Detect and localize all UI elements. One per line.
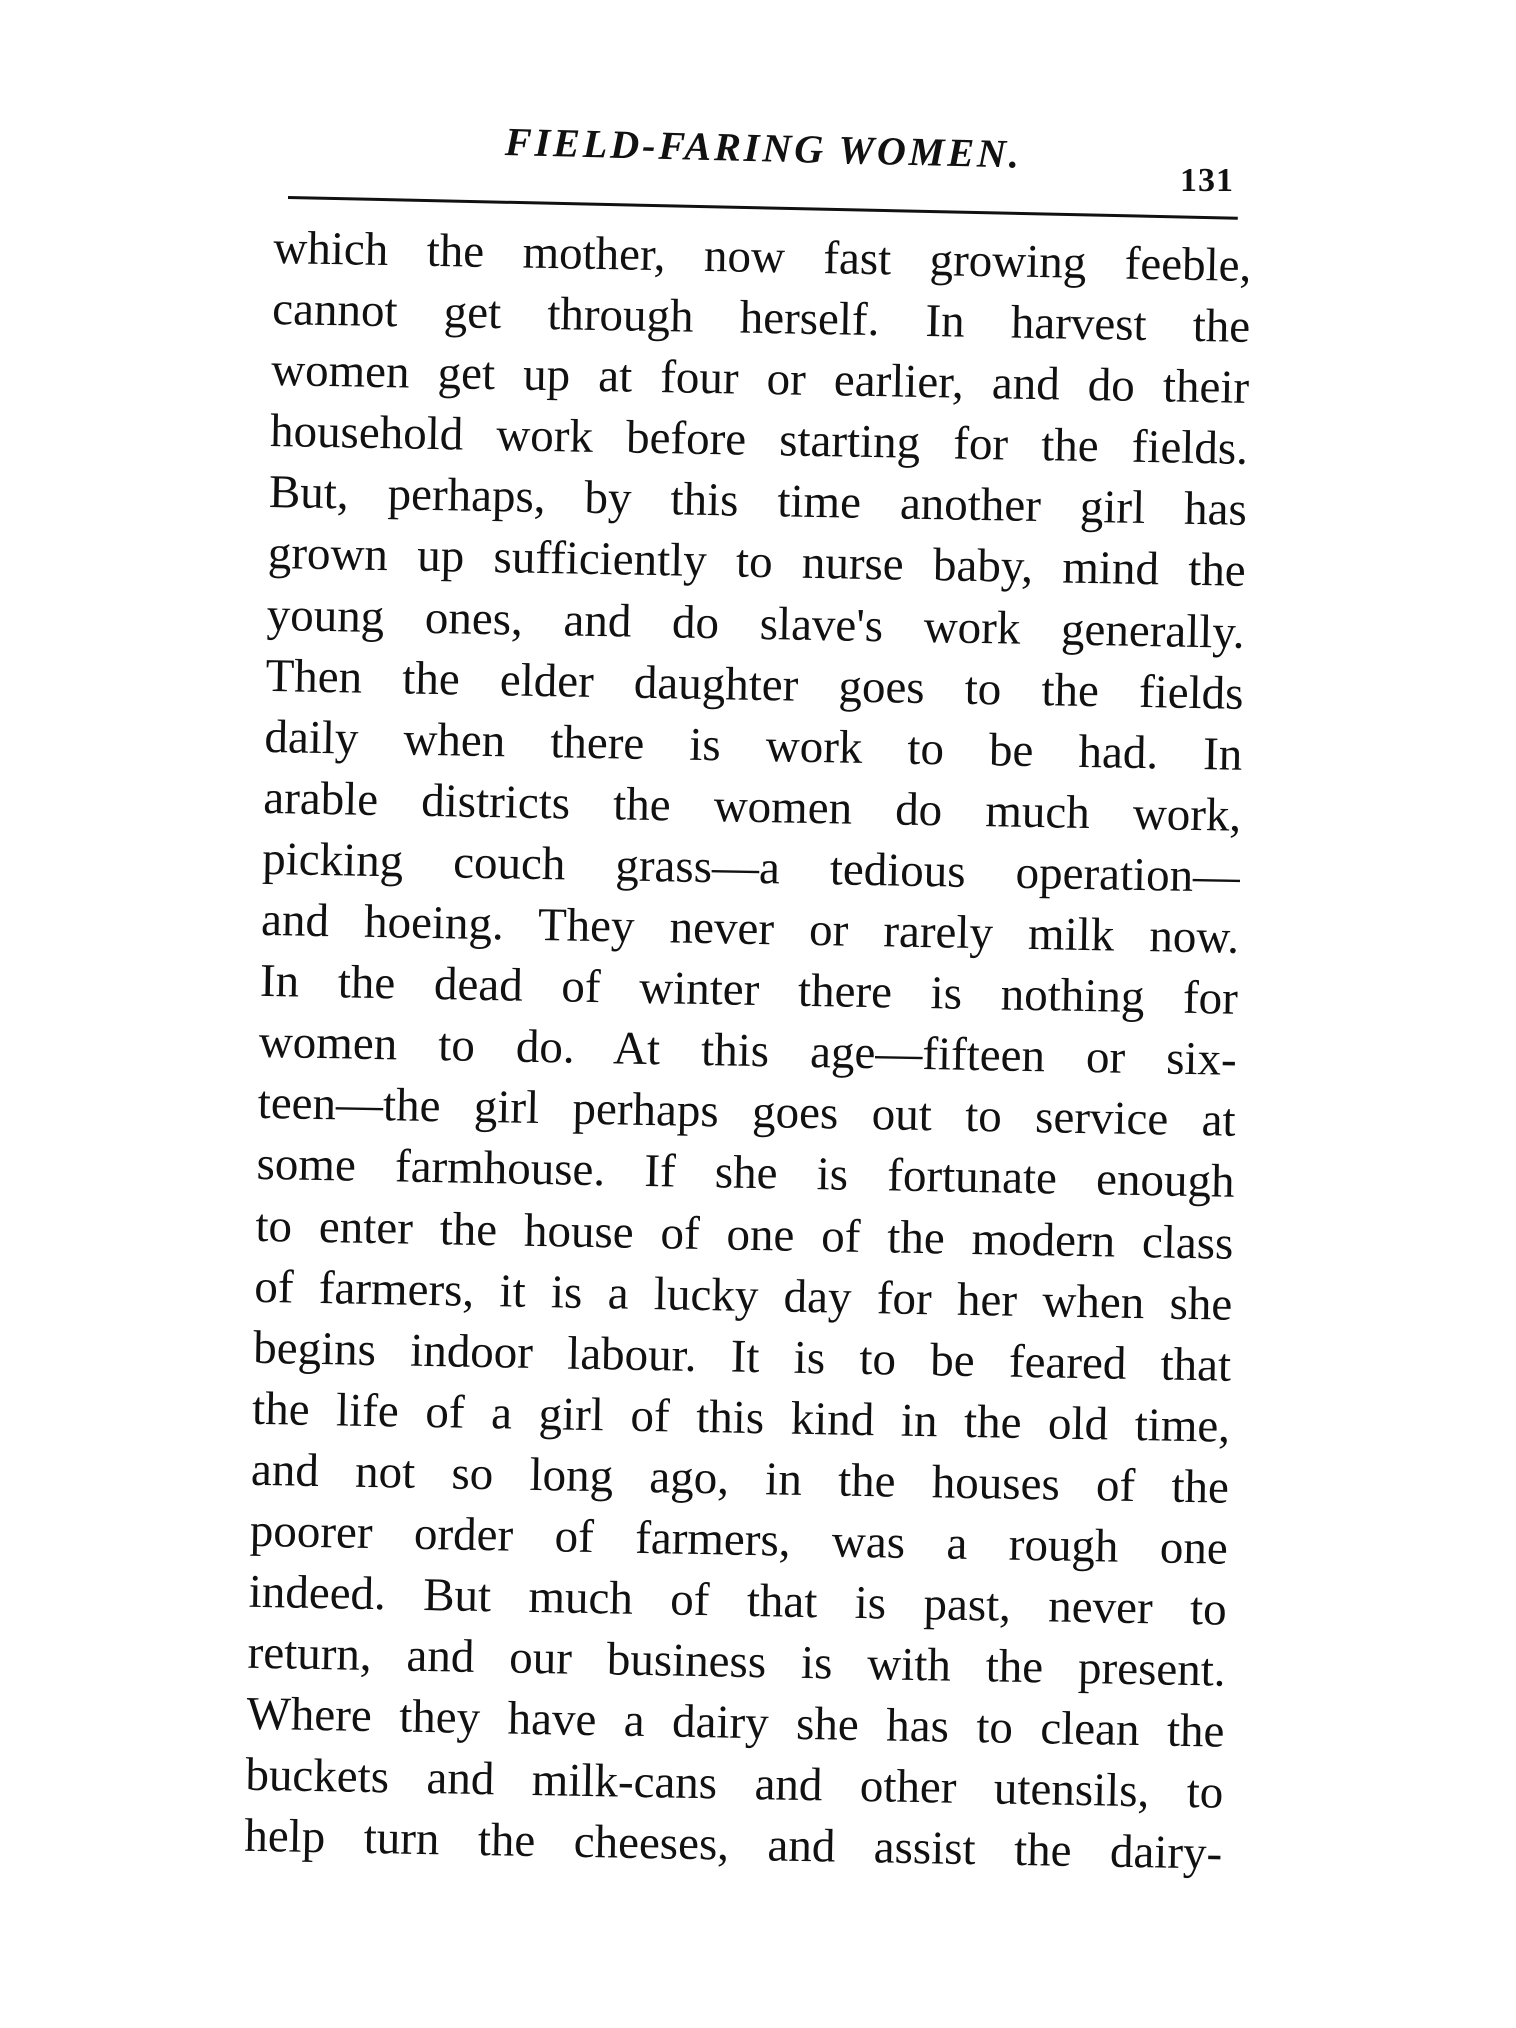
- text-line: and not so long ago, in the houses of the: [250, 1443, 1230, 1514]
- text-line: of farmers, it is a lucky day for her when she: [253, 1260, 1233, 1331]
- text-line: which the mother, now fast growing feeble,: [272, 221, 1252, 292]
- text-line: young ones, and do slave's work generally.: [266, 588, 1246, 659]
- text-line: arable districts the women do much work,: [262, 771, 1242, 842]
- text-line: buckets and milk-cans and other utensils, to: [244, 1749, 1224, 1819]
- text-line: begins indoor labour. It is to be feared that: [252, 1321, 1232, 1392]
- text-line: women to do. At this age—fifteen or six-: [258, 1016, 1238, 1086]
- text-line: teen—the girl perhaps goes out to service at: [257, 1077, 1237, 1148]
- text-line: cannot get through herself. In harvest the: [271, 283, 1251, 353]
- text-line: and hoeing. They never or rarely milk now.: [260, 893, 1240, 964]
- text-line: help turn the cheeses, and assist the dairy-: [243, 1810, 1223, 1881]
- text-line: In the dead of winter there is nothing for: [259, 955, 1239, 1025]
- text-line: Then the elder daughter goes to the fields: [265, 649, 1244, 720]
- running-title: FIELD-FARING WOMEN.: [504, 119, 1023, 177]
- header-rule: [288, 196, 1238, 220]
- text-line: household work before starting for the fields.: [269, 405, 1249, 476]
- text-line: to enter the house of one of the modern class: [255, 1199, 1234, 1270]
- text-line: women get up at four or earlier, and do their: [270, 344, 1250, 415]
- text-line: daily when there is work to be had. In: [264, 710, 1243, 781]
- text-line: indeed. But much of that is past, never to: [248, 1565, 1228, 1636]
- text-line: some farmhouse. If she is fortunate enough: [256, 1138, 1235, 1209]
- body-text: [244, 218, 1252, 1885]
- text-line: the life of a girl of this kind in the old time,: [251, 1382, 1231, 1453]
- text-line: But, perhaps, by this time another girl has: [268, 466, 1248, 537]
- text-line: picking couch grass—a tedious operation—: [261, 832, 1241, 903]
- page-number: 131: [1180, 162, 1234, 199]
- text-line: grown up sufficiently to nurse baby, mind the: [267, 527, 1247, 598]
- text-line: poorer order of farmers, was a rough one: [249, 1504, 1229, 1575]
- text-line: return, and our business is with the present.: [247, 1626, 1227, 1697]
- text-line: Where they have a dairy she has to clean the: [246, 1688, 1225, 1758]
